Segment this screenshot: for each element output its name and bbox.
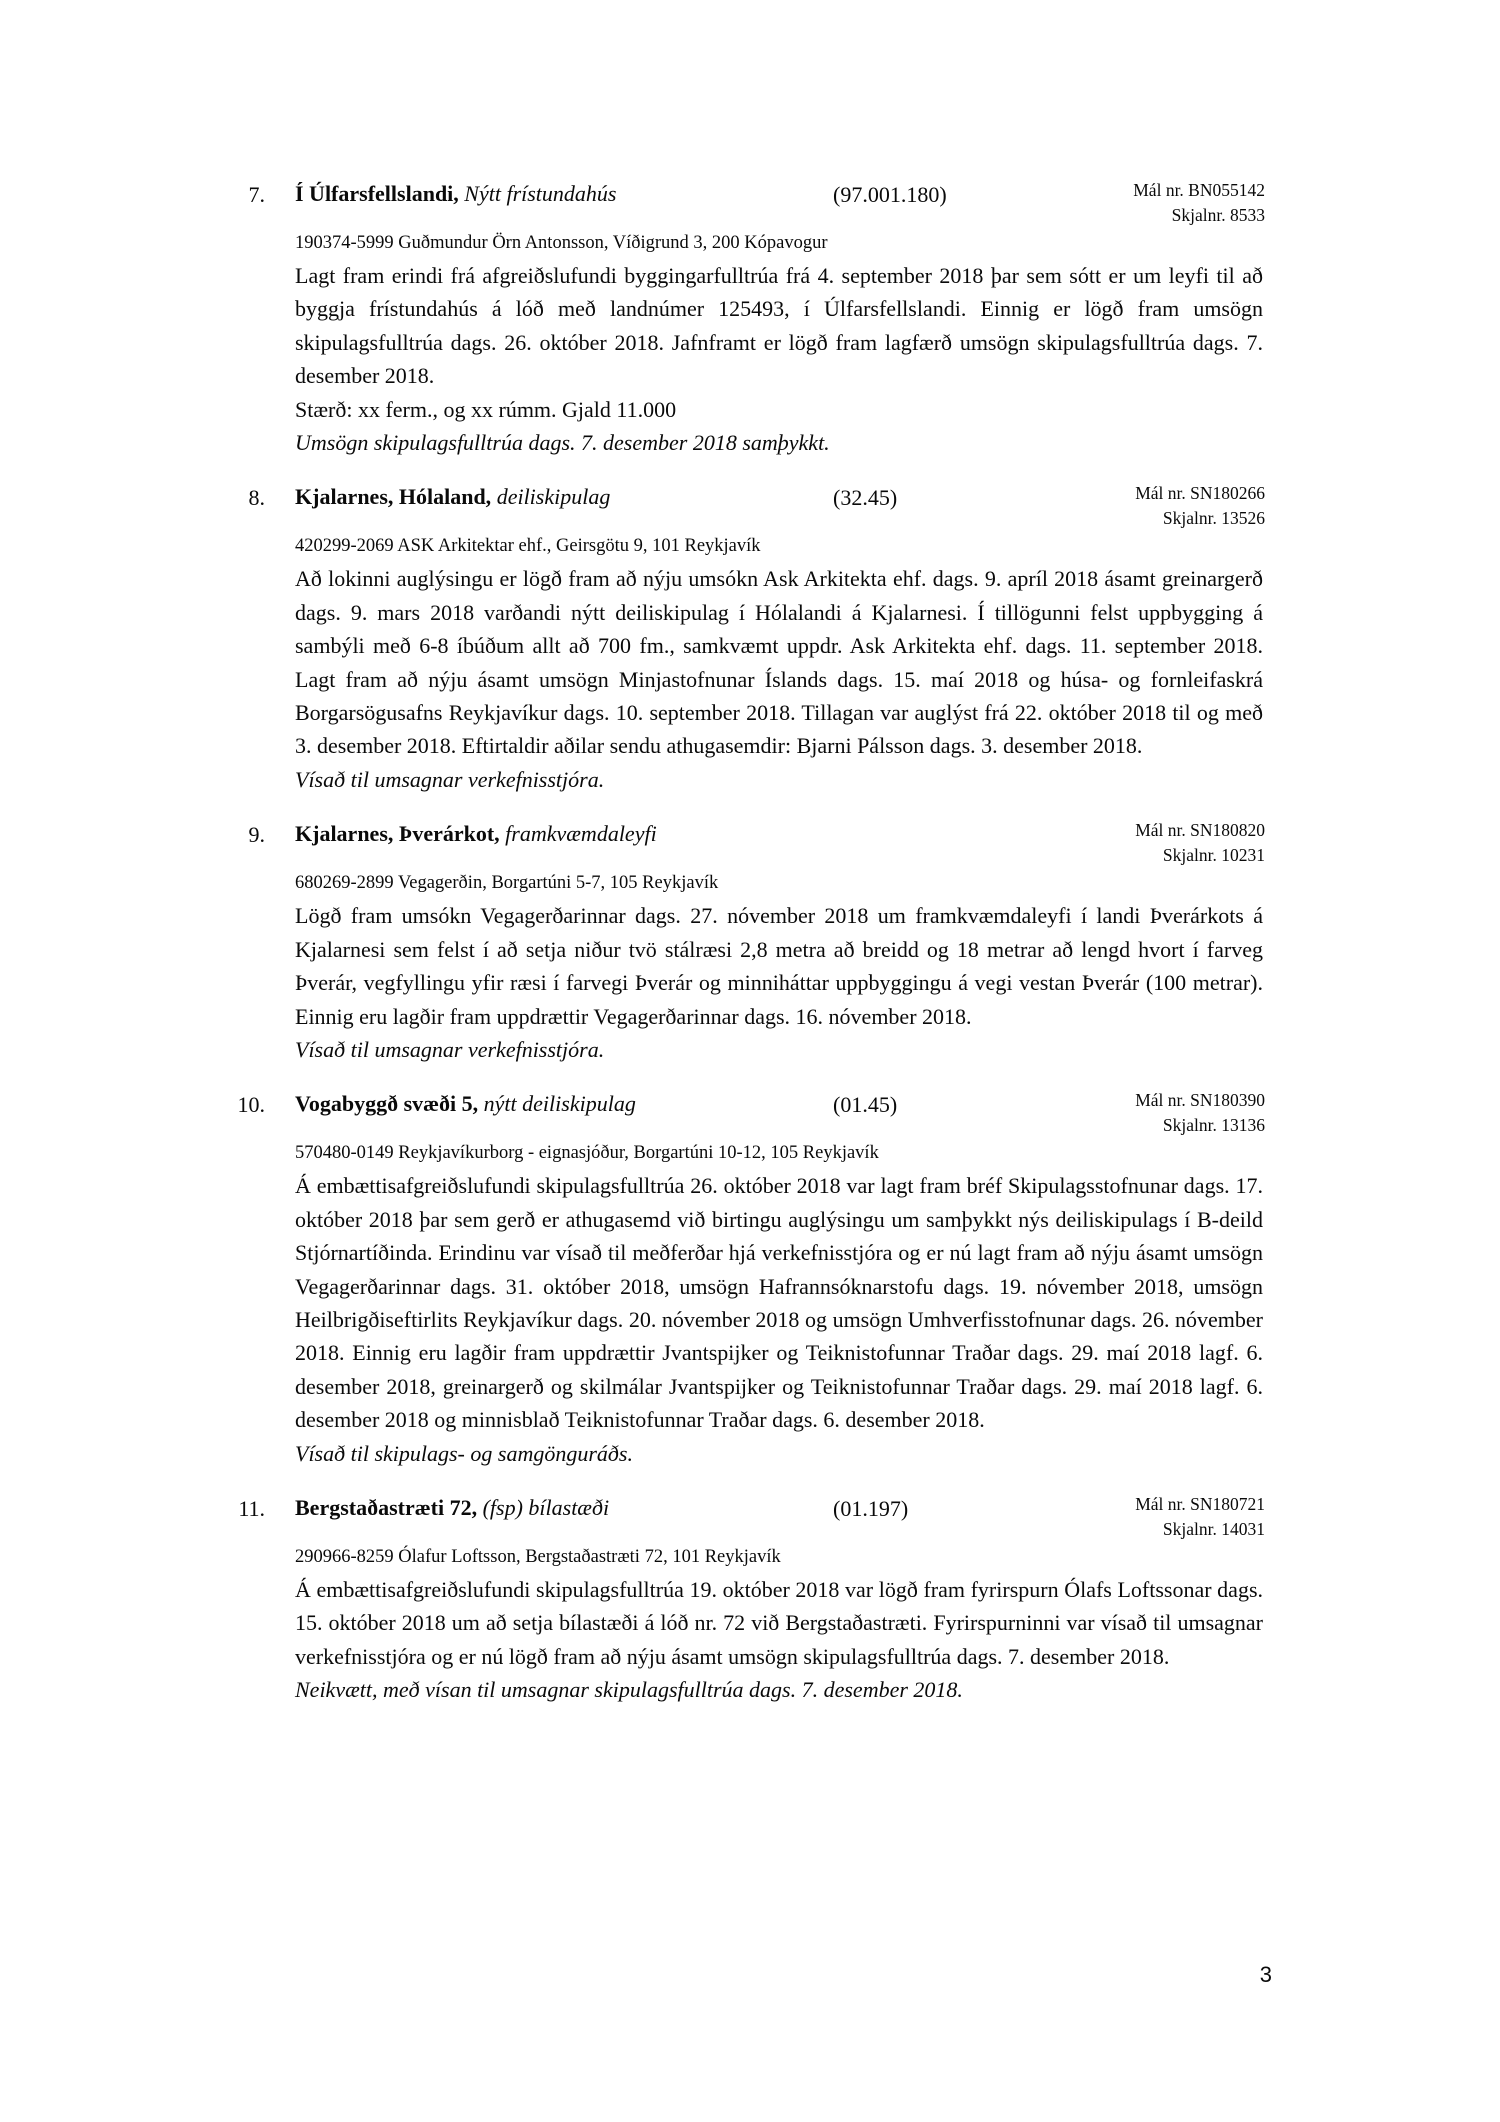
agenda-item: [248, 820, 1265, 1066]
registrant-line: 190374-5999 Guðmundur Örn Antonsson, Víðigrund 3, 200 Kópavogur: [295, 233, 828, 253]
item-conclusion: Vísað til skipulags- og samgönguráðs.: [295, 1440, 633, 1466]
case-reference-block: [945, 178, 1265, 228]
body-paragraph: Á embættisafgreiðslufundi skipulagsfulltrúa 19. október 2018 var lögð fram fyrirspurn Ólafs Loftssonar dags. 15. október 2018 um að setja bílastæði á lóð nr. 72 við Bergstaðastræti. Fyrirspurninni var vísað til umsagnar verkefnisstjóra og er nú lögð fram að nýju ásamt umsögn skipulagsfulltrúa dags. 7. desember 2018.: [295, 1576, 1263, 1669]
item-title-location: Í Úlfarsfellslandi,: [295, 181, 459, 206]
case-reference-block: [945, 1492, 1265, 1542]
registrant-line: 570480-0149 Reykjavíkurborg - eignasjóður, Borgartúni 10-12, 105 Reykjavík: [295, 1143, 879, 1164]
item-title-location: Bergstaðastræti 72,: [295, 1494, 478, 1520]
agenda-item: [237, 1090, 1265, 1470]
document-number: Skjalnr. 13136: [1162, 1115, 1265, 1136]
item-header: [295, 1494, 1263, 1544]
item-category-code: (01.197): [833, 1495, 909, 1521]
item-title-subject: deiliskipulag: [496, 484, 611, 510]
item-number: 7.: [248, 182, 265, 207]
item-number: 9.: [248, 822, 265, 848]
item-category-code: (01.45): [833, 1092, 898, 1118]
item-title-subject: (fsp) bílastæði: [482, 1494, 610, 1520]
item-conclusion: Vísað til umsagnar verkefnisstjóra.: [295, 1036, 605, 1062]
item-body: [295, 259, 1263, 426]
item-title-subject: framkvæmdaleyfi: [505, 821, 657, 847]
body-paragraph: Stærð: xx ferm., og xx rúmm. Gjald 11.000: [295, 396, 677, 422]
registrant-line: 680269-2899 Vegagerðin, Borgartúni 5-7, 105 Reykjavík: [295, 873, 719, 894]
item-header: [295, 483, 1263, 533]
item-number: 10.: [237, 1092, 265, 1118]
agenda-item: [238, 1493, 1265, 1707]
case-number: Mál nr. SN180721: [1135, 1493, 1265, 1514]
agenda-item: [248, 483, 1265, 796]
item-conclusion: Neikvætt, með vísan til umsagnar skipulagsfulltrúa dags. 7. desember 2018.: [295, 1677, 963, 1703]
item-header: [295, 820, 1263, 870]
item-title-location: Kjalarnes, Hólaland,: [295, 484, 492, 510]
item-number: 11.: [238, 1495, 265, 1521]
body-paragraph: Að lokinni auglýsingu er lögð fram að nýju umsókn Ask Arkitekta ehf. dags. 9. apríl 2018 ásamt greinargerð dags. 9. mars 2018 varðandi nýtt deiliskipulag í Hólalandi á Kjalarnesi. Í tillögunni felst uppbygging á sambýli með 6-8 íbúðum allt að 700 fm., samkvæmt uppdr. Ask Arkitekta ehf. dags. 11. september 2018. Lagt fram að nýju ásamt umsögn Minjastofnunar Íslands dags. 15. maí 2018 og húsa- og fornleifaskrá Borgarsögusafns Reykjavíkur dags. 10. september 2018. Tillagan var auglýst frá 22. október 2018 til og með 3. desember 2018. Eftirtaldir aðilar sendu athugasemdir: Bjarni Pálsson dags. 3. desember 2018.: [295, 566, 1263, 759]
registrant-line: 420299-2069 ASK Arkitektar ehf., Geirsgötu 9, 101 Reykjavík: [295, 536, 761, 557]
item-title-subject: nýtt deiliskipulag: [483, 1091, 636, 1117]
body-paragraph: Lögð fram umsókn Vegagerðarinnar dags. 27. nóvember 2018 um framkvæmdaleyfi í landi Þverárkots á Kjalarnesi sem felst í að setja niður tvö stálræsi 2,8 metra að breidd og 18 metrar að lengd hvort í farveg Þverár, vegfyllingu yfir ræsi í farvegi Þverár og minniháttar uppbyggingu á vegi vestan Þverár (100 metrar). Einnig eru lagðir fram uppdrættir Vegagerðarinnar dags. 16. nóvember 2018.: [295, 903, 1263, 1029]
document-number: Skjalnr. 10231: [1162, 845, 1265, 866]
item-conclusion: Umsögn skipulagsfulltrúa dags. 7. desember 2018 samþykkt.: [295, 430, 830, 456]
case-number: Mál nr. BN055142: [1133, 180, 1265, 200]
document-number: Skjalnr. 8533: [1171, 205, 1265, 225]
page-number: 3: [1259, 1962, 1272, 1987]
item-header: [295, 180, 1263, 230]
item-title-subject: Nýtt frístundahús: [464, 181, 617, 206]
case-reference-block: [945, 1088, 1265, 1138]
item-number: 8.: [248, 485, 265, 511]
item-category-code: (32.45): [833, 485, 898, 511]
item-header: [295, 1090, 1263, 1140]
document-number: Skjalnr. 13526: [1162, 508, 1265, 529]
document-number: Skjalnr. 14031: [1162, 1518, 1265, 1539]
item-body: [295, 899, 1263, 1033]
item-body: [295, 1169, 1263, 1436]
case-reference-block: [945, 481, 1265, 531]
agenda-item: [248, 180, 1265, 459]
item-title-location: Kjalarnes, Þverárkot,: [295, 821, 500, 847]
case-number: Mál nr. SN180266: [1135, 483, 1265, 504]
item-title-location: Vogabyggð svæði 5,: [295, 1091, 479, 1117]
item-body: [295, 562, 1263, 762]
case-number: Mál nr. SN180390: [1135, 1090, 1265, 1111]
items-container: [237, 180, 1265, 1731]
item-body: [295, 1573, 1263, 1673]
body-paragraph: Á embættisafgreiðslufundi skipulagsfulltrúa 26. október 2018 var lagt fram bréf Skipulagsstofnunar dags. 17. október 2018 þar sem gerð er athugasemd við birtingu auglýsingu um samþykkt nýs deiliskipulags í B-deild Stjórnartíðinda. Erindinu var vísað til meðferðar hjá verkefnisstjóra og er nú lagt fram að nýju ásamt umsögn Vegagerðarinnar dags. 31. október 2018, umsögn Hafrannsóknarstofu dags. 19. nóvember 2018, umsögn Heilbrigðiseftirlits Reykjavíkur dags. 20. nóvember 2018 og umsögn Umhverfisstofnunar dags. 26. nóvember 2018. Einnig eru lagðir fram uppdrættir Jvantspijker og Teiknistofunnar Traðar dags. 29. maí 2018 lagf. 6. desember 2018, greinargerð og skilmálar Jvantspijker og Teiknistofunnar Traðar dags. 29. maí 2018 lagf. 6. desember 2018 og minnisblað Teiknistofunnar Traðar dags. 6. desember 2018.: [295, 1173, 1263, 1433]
case-reference-block: [945, 818, 1265, 868]
item-category-code: (97.001.180): [833, 182, 947, 207]
case-number: Mál nr. SN180820: [1135, 820, 1265, 841]
item-conclusion: Vísað til umsagnar verkefnisstjóra.: [295, 766, 605, 792]
body-paragraph: Lagt fram erindi frá afgreiðslufundi byggingarfulltrúa frá 4. september 2018 þar sem sótt er um leyfi til að byggja frístundahús á lóð með landnúmer 125493, í Úlfarsfellslandi. Einnig er lögð fram umsögn skipulagsfulltrúa dags. 26. október 2018. Jafnframt er lögð fram lagfærð umsögn skipulagsfulltrúa dags. 7. desember 2018.: [295, 263, 1263, 389]
registrant-line: 290966-8259 Ólafur Loftsson, Bergstaðastræti 72, 101 Reykjavík: [295, 1546, 781, 1567]
